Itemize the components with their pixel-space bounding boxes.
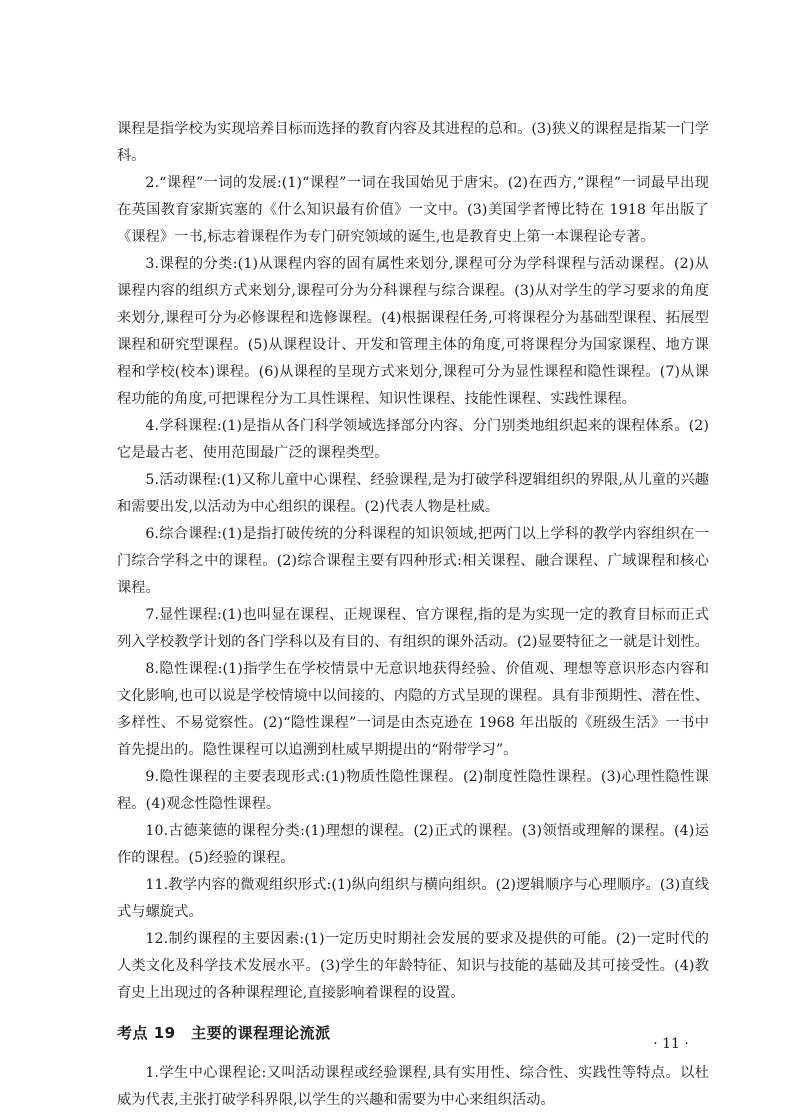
section-heading: 考点 19 主要的课程理论流派 — [117, 1024, 331, 1042]
paragraph-explicit-curriculum: 7.显性课程:(1)也叫显在课程、正规课程、官方课程,指的是为实现一定的教育目标而正式列入学校教学计划的各门学科以及有目的、有组织的课外活动。(2)显要特征之一就是计划性。 — [117, 607, 709, 650]
page-number: · 11 · — [653, 1036, 689, 1052]
paragraph-continuation: 课程是指学校为实现培养目标而选择的教育内容及其进程的总和。(3)狭义的课程是指某一门学科。 — [117, 121, 709, 164]
paragraph-student-centered-theory: 1.学生中心课程论:又叫活动课程或经验课程,具有实用性、综合性、实践性等特点。以杜威为代表,主张打破学科界限,以学生的兴趣和需要为中心来组织活动。 — [117, 1065, 709, 1108]
page-content — [117, 116, 709, 1114]
paragraph-curriculum-types: 3.课程的分类:(1)从课程内容的固有属性来划分,课程可分为学科课程与活动课程。(2)从课程内容的组织方式来划分,课程可分为分科课程与综合课程。(3)从对学生的学习要求的角度来划分,课程可分为必修课程和选修课程。(4)根据课程任务,可将课程分为基础型课程、拓展型课程和研究型课程。(5)从课程设计、开发和管理主体的角度,可将课程分为国家课程、地方课程和学校(校本)课程。(6)从课程的呈现方式来划分,课程可分为显性课程和隐性课程。(7)从课程功能的角度,可把课程分为工具性课程、知识性课程、技能性课程、实践性课程。 — [117, 256, 709, 407]
paragraph-hidden-curriculum: 8.隐性课程:(1)指学生在学校情景中无意识地获得经验、价值观、理想等意识形态内容和文化影响,也可以说是学校情境中以间接的、内隐的方式呈现的课程。具有非预期性、潜在性、多样性、不易觉察性。(2)“隐性课程”一词是由杰克逊在 1968 年出版的《班级生活》一书中首先提出的。隐性课程可以追溯到杜威早期提出的“附带学习”。 — [117, 661, 709, 758]
paragraph-constraining-factors: 12.制约课程的主要因素:(1)一定历史时期社会发展的要求及提供的可能。(2)一定时代的人类文化及科学技术发展水平。(3)学生的年龄特征、知识与技能的基础及其可接受性。(4)教育史上出现过的各种课程理论,直接影响着课程的设置。 — [117, 931, 709, 1001]
paragraph-goodlad-classification: 10.古德莱德的课程分类:(1)理想的课程。(2)正式的课程。(3)领悟或理解的课程。(4)运作的课程。(5)经验的课程。 — [117, 823, 709, 866]
paragraph-curriculum-origin: 2.“课程”一词的发展:(1)“课程”一词在我国始见于唐宋。(2)在西方,“课程”一词最早出现在英国教育家斯宾塞的《什么知识最有价值》一文中。(3)美国学者博比特在 1918 年出版了《课程》一书,标志着课程作为专门研究领域的诞生,也是教育史上第一本课程论专著。 — [117, 175, 709, 245]
paragraph-micro-organization: 11.教学内容的微观组织形式:(1)纵向组织与横向组织。(2)逻辑顺序与心理顺序。(3)直线式与螺旋式。 — [117, 877, 709, 920]
paragraph-integrated-curriculum: 6.综合课程:(1)是指打破传统的分科课程的知识领域,把两门以上学科的教学内容组织在一门综合学科之中的课程。(2)综合课程主要有四种形式:相关课程、融合课程、广域课程和核心课程。 — [117, 526, 709, 596]
paragraph-subject-curriculum: 4.学科课程:(1)是指从各门科学领域选择部分内容、分门别类地组织起来的课程体系。(2)它是最古老、使用范围最广泛的课程类型。 — [117, 418, 709, 461]
paragraph-activity-curriculum: 5.活动课程:(1)又称儿童中心课程、经验课程,是为打破学科逻辑组织的界限,从儿童的兴趣和需要出发,以活动为中心组织的课程。(2)代表人物是杜威。 — [117, 472, 709, 515]
paragraph-hidden-forms: 9.隐性课程的主要表现形式:(1)物质性隐性课程。(2)制度性隐性课程。(3)心理性隐性课程。(4)观念性隐性课程。 — [117, 769, 709, 812]
